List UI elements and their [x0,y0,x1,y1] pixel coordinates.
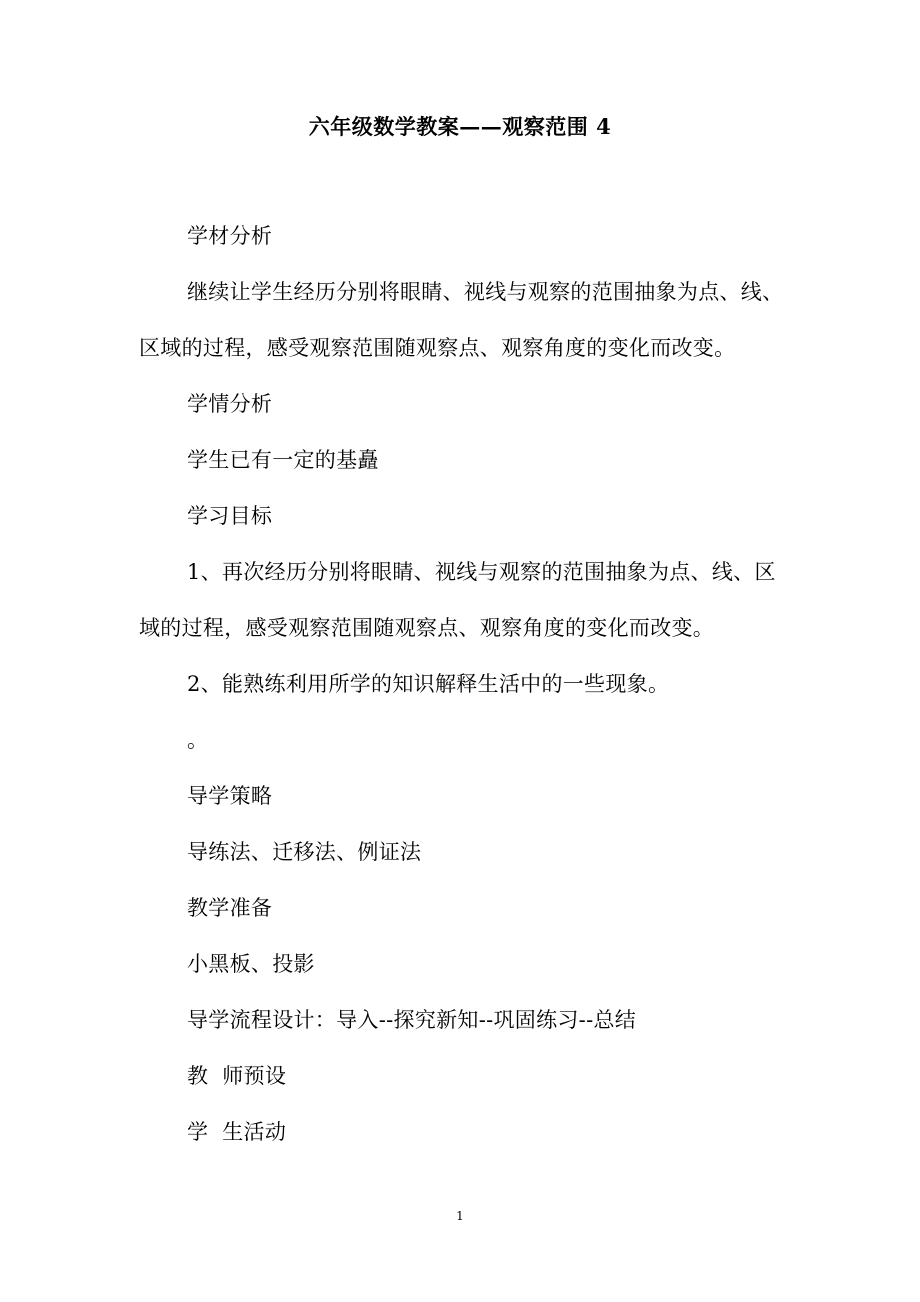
goal-item-1-cont: 域的过程，感受观察范围随观察点、观察角度的变化而改变。 [139,616,715,640]
document-title: 六年级数学教案——观察范围 4 [308,114,612,139]
page-number: 1 [456,1209,464,1223]
paragraph-guide-strategy: 导练法、迁移法、例证法 [187,840,422,864]
goal-item-2: 2、能熟练利用所学的知识解释生活中的一些现象。 [187,672,670,696]
paragraph-material-analysis: 继续让学生经历分别将眼睛、视线与观察的范围抽象为点、线、 [187,280,784,304]
paragraph-student-analysis: 学生已有一定的基矗 [187,448,379,472]
stray-period: 。 [187,728,209,752]
heading-teacher-presets: 教 师预设 [187,1064,287,1088]
heading-guide-strategy: 导学策略 [187,784,273,808]
heading-teaching-prep: 教学准备 [187,896,273,920]
heading-material-analysis: 学材分析 [187,224,273,248]
paragraph-material-analysis-cont: 区域的过程，感受观察范围随观察点、观察角度的变化而改变。 [139,336,736,360]
heading-student-activities: 学 生活动 [187,1120,287,1144]
paragraph-flow-design: 导学流程设计：导入--探究新知--巩固练习--总结 [187,1008,637,1032]
goal-item-1: 1、再次经历分别将眼睛、视线与观察的范围抽象为点、线、区 [187,560,776,584]
paragraph-teaching-prep: 小黑板、投影 [187,952,315,976]
heading-student-analysis: 学情分析 [187,392,273,416]
heading-learning-goals: 学习目标 [187,504,273,528]
